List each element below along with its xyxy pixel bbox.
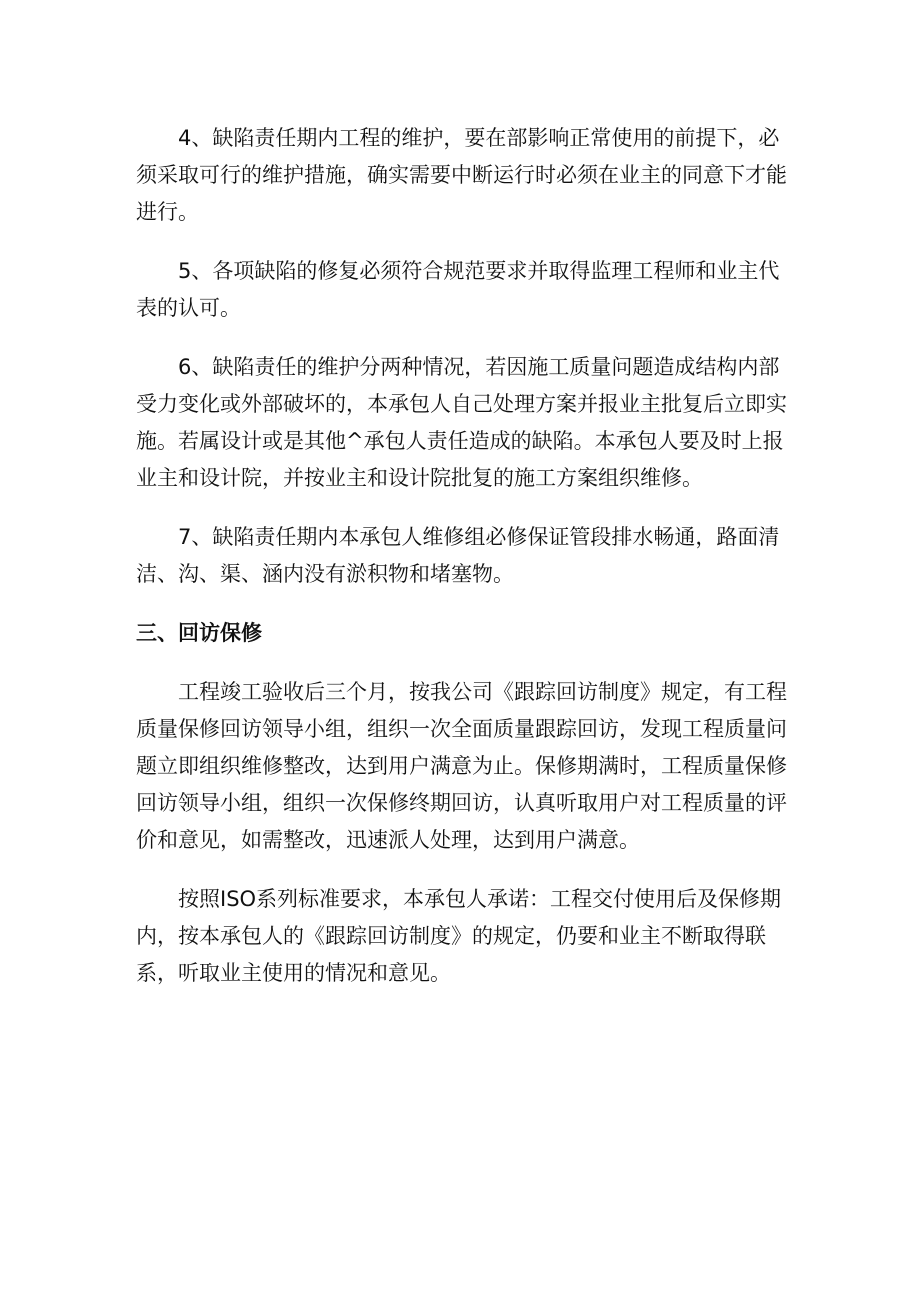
document-body: [136, 120, 790, 1014]
paragraph-iso-commitment: 按照ISO系列标准要求，本承包人承诺：工程交付使用后及保修期内，按本承包人的《跟踪回访制度》的规定，仍要和业主不断取得联系，听取业主使用的情况和意见。: [136, 887, 782, 985]
paragraph-item-4: 4、缺陷责任期内工程的维护，要在部影响正常使用的前提下，必须采取可行的维护措施，确实需要中断运行时必须在业主的同意下才能进行。: [136, 126, 787, 224]
paragraph-item-6: 6、缺陷责任的维护分两种情况，若因施工质量问题造成结构内部受力变化或外部破坏的，本承包人自己处理方案并报业主批复后立即实施。若属设计或是其他^承包人责任造成的缺陷。本承包人要及时上报业主和设计院，并按业主和设计院批复的施工方案组织维修。: [136, 355, 787, 490]
section-heading: 三、回访保修: [136, 621, 262, 645]
paragraph-revisit: 工程竣工验收后三个月，按我公司《跟踪回访制度》规定，有工程质量保修回访领导小组，组织一次全面质量跟踪回访，发现工程质量问题立即组织维修整改，达到用户满意为止。保修期满时，工程质量保修回访领导小组，组织一次保修终期回访，认真听取用户对工程质量的评价和意见，如需整改，迅速派人处理，达到用户满意。: [136, 680, 787, 852]
paragraph-item-5: 5、各项缺陷的修复必须符合规范要求并取得监理工程师和业主代表的认可。: [136, 259, 780, 320]
paragraph-item-7: 7、缺陷责任期内本承包人维修组必修保证管段排水畅通，路面清洁、沟、渠、涵内没有淤积物和堵塞物。: [136, 525, 780, 586]
